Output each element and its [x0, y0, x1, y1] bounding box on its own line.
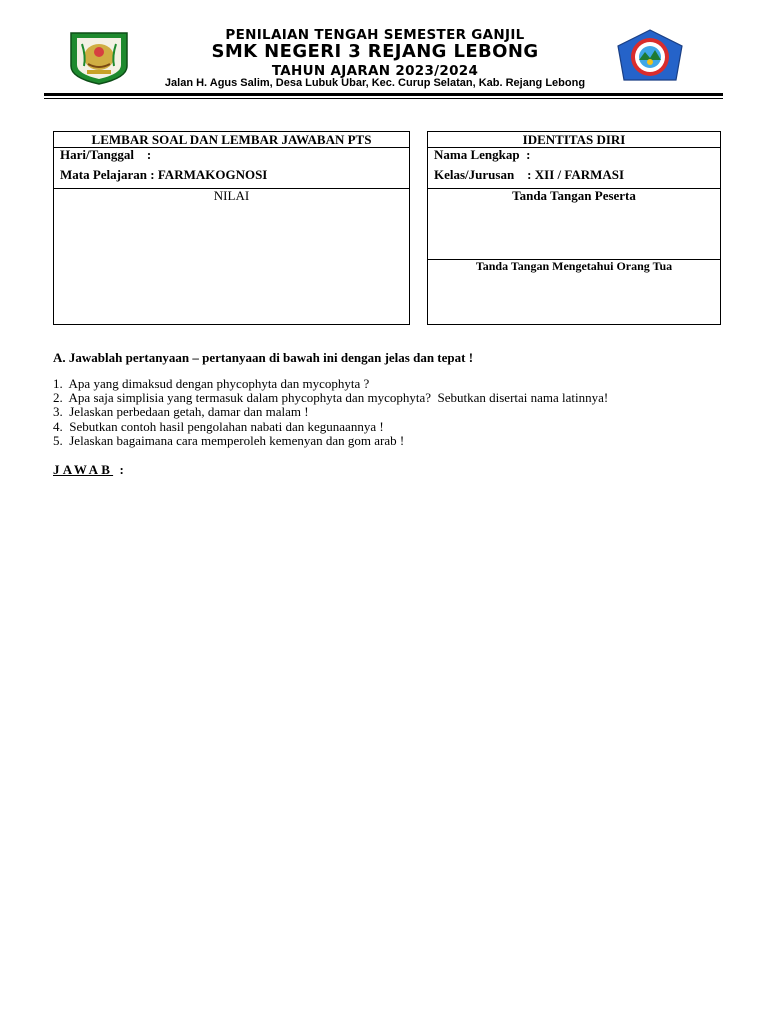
question-item: 3. Jelaskan perbedaan getah, damar dan malam !: [53, 404, 309, 420]
subject-field: Mata Pelajaran : FARMAKOGNOSI: [60, 167, 268, 182]
answer-label: JAWAB: [53, 462, 114, 477]
student-signature-label: Tanda Tangan Peserta: [512, 188, 636, 203]
exam-info-box: [53, 131, 410, 325]
header-divider-thin: [44, 98, 723, 99]
school-address: Jalan H. Agus Salim, Desa Lubuk Ubar, Kec. Curup Selatan, Kab. Rejang Lebong: [164, 77, 586, 89]
school-name: SMK NEGERI 3 REJANG LEBONG: [211, 41, 539, 62]
parent-signature-label: Tanda Tangan Mengetahui Orang Tua: [475, 259, 673, 273]
full-name-field: Nama Lengkap :: [434, 147, 531, 162]
exam-info-title: LEMBAR SOAL DAN LEMBAR JAWABAN PTS: [91, 132, 372, 147]
question-item: 4. Sebutkan contoh hasil pengolahan nabati dan kegunaannya !: [53, 418, 384, 434]
instructions: A. Jawablah pertanyaan – pertanyaan di bawah ini dengan jelas dan tepat !: [53, 350, 474, 365]
identity-title: IDENTITAS DIRI: [522, 132, 626, 147]
identity-box: [427, 131, 721, 325]
answer-heading: [53, 462, 127, 478]
question-list: [53, 377, 608, 448]
academic-year: TAHUN AJARAN 2023/2024: [271, 63, 479, 79]
exam-title: PENILAIAN TENGAH SEMESTER GANJIL: [225, 27, 525, 43]
question-item: 2. Apa saja simplisia yang termasuk dalam phycophyta dan mycophyta? Sebutkan disertai nama latinnya!: [53, 390, 609, 406]
class-field: Kelas/Jurusan : XII / FARMASI: [434, 167, 625, 182]
header-divider-thick: [44, 93, 723, 96]
score-label: NILAI: [213, 188, 250, 203]
question-item: 1. Apa yang dimaksud dengan phycophyta dan mycophyta ?: [53, 376, 370, 391]
answer-colon: :: [113, 462, 128, 477]
question-item: 5. Jelaskan bagaimana cara memperoleh kemenyan dan gom arab !: [53, 432, 405, 448]
date-field: Hari/Tanggal :: [60, 147, 152, 162]
